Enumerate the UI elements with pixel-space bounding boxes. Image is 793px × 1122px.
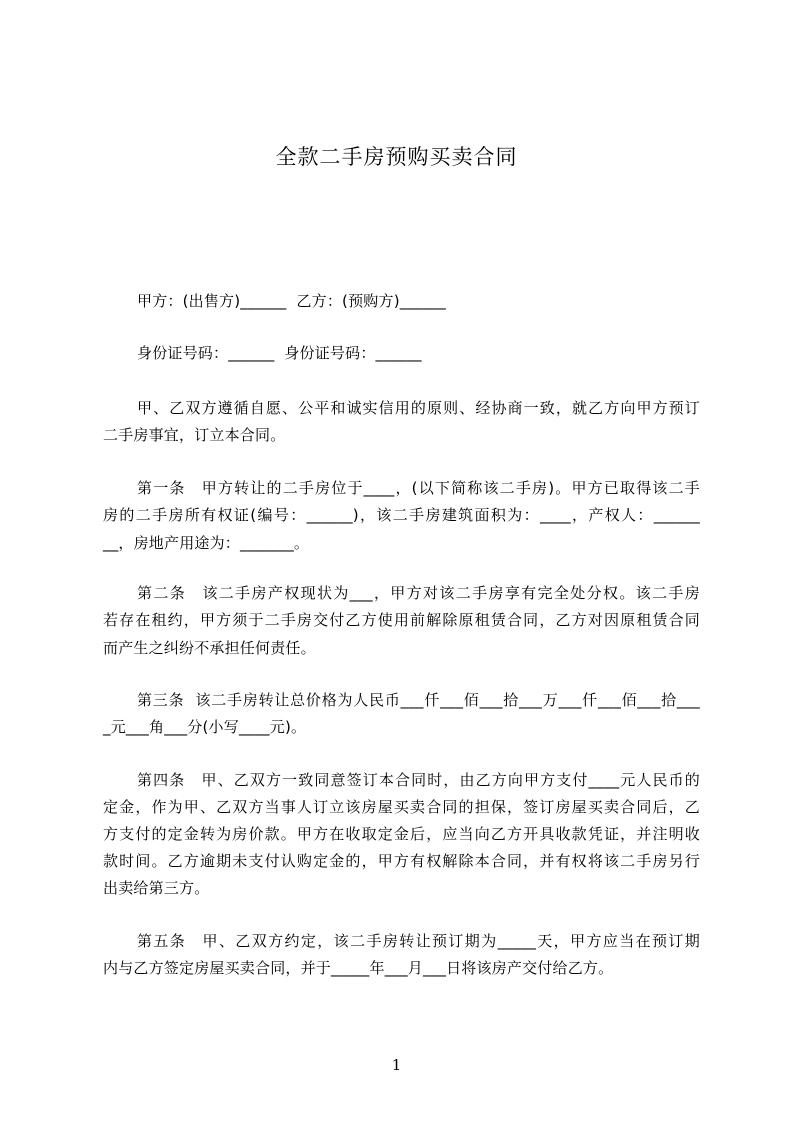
article-4-line-1: 第四条 甲、乙双方一致同意签订本合同时，由乙方向甲方支付____元人民币的 [137,771,700,789]
article-5-line-2: 内与乙方签定房屋买卖合同，并于_____年___月___日将该房产交付给乙方。 [103,959,614,977]
article-3-line-2: _元___角___分(小写____元)。 [103,718,307,736]
article-2-line-2: 若存在租约，甲方须于二手房交付乙方使用前解除原租赁合同，乙方对因原租赁合同 [103,611,700,629]
article-3-line-1: 第三条 该二手房转让总价格为人民币___仟___佰___拾___万___仟___佰___拾___ [137,691,700,709]
article-1-line-1: 第一条 甲方转让的二手房位于____，(以下简称该二手房)。甲方已取得该二手 [137,479,700,497]
document-title: 全款二手房预购买卖合同 [275,145,518,169]
article-4-line-2: 定金，作为甲、乙双方当事人订立该房屋买卖合同的担保，签订房屋买卖合同后，乙 [103,798,700,816]
article-4-line-5: 出卖给第三方。 [103,879,210,897]
article-4-line-3: 方支付的定金转为房价款。甲方在收取定金后，应当向乙方开具收款凭证，并注明收 [103,825,700,843]
article-4-line-4: 款时间。乙方逾期未支付认购定金的，甲方有权解除本合同，并有权将该二手房另行 [103,852,700,870]
party-names-line: 甲方：(出售方)______ 乙方：(预购方)______ [137,292,446,310]
preamble-line-1: 甲、乙双方遵循自愿、公平和诚实信用的原则、经协商一致，就乙方向甲方预订 [137,399,700,417]
article-2-line-3: 而产生之纠纷不承担任何责任。 [103,639,316,657]
page-number: 1 [391,1056,402,1074]
article-5-line-1: 第五条 甲、乙双方约定，该二手房转让预订期为_____天，甲方应当在预订期 [137,932,700,950]
id-number-line: 身份证号码：______ 身份证号码：______ [137,344,422,362]
article-1-line-3: __，房地产用途为：_______。 [103,534,310,552]
article-1-line-2: 房的二手房所有权证(编号：______)，该二手房建筑面积为：____，产权人：______ [103,506,700,524]
preamble-line-2: 二手房事宜，订立本合同。 [103,426,286,444]
article-2-line-1: 第二条 该二手房产权现状为___，甲方对该二手房享有完全处分权。该二手房 [137,584,700,602]
